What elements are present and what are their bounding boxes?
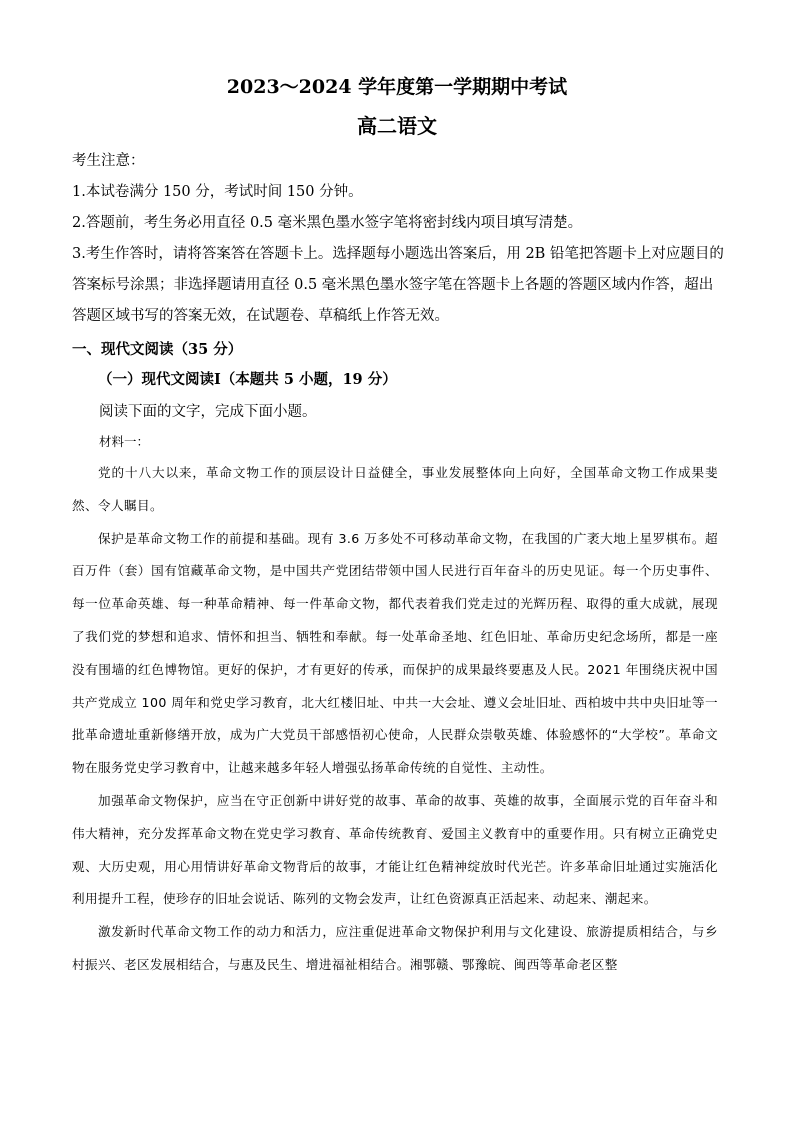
reading-passage: [72, 457, 718, 982]
passage-paragraph: 加强革命文物保护，应当在守正创新中讲好党的故事、革命的故事、英雄的故事，全面展示党的百年奋斗和伟大精神，充分发挥革命文物在党史学习教育、革命传统教育、爱国主义教育中的重要作用。只有树立正确党史观、大历史观，用心用情讲好革命文物背后的故事，才能让红色精神绽放时代光芒。许多革命旧址通过实施活化利用提升工程，使珍存的旧址会说话、陈列的文物会发声，让红色资源真正活起来、动起来、潮起来。: [72, 792, 718, 907]
reading-instruction: 阅读下面的文字，完成下面小题。: [99, 404, 317, 420]
section-title: 一、现代文阅读（35 分）: [72, 341, 243, 358]
notice-item-3: 3.考生作答时，请将答案答在答题卡上。选择题每小题选出答案后，用 2B 铅笔把答题卡上对应题目的答案标号涂黑；非选择题请用直径 0.5 毫米黑色墨水签字笔在答题卡上各题的答题区域内作答，超出答题区域书写的答案无效，在试题卷、草稿纸上作答无效。: [72, 246, 724, 324]
subject-title: 高二语文: [357, 114, 437, 138]
passage-paragraph: 激发新时代革命文物工作的动力和活力，应注重促进革命文物保护利用与文化建设、旅游提质相结合，与乡村振兴、老区发展相结合，与惠及民生、增进福祉相结合。湘鄂赣、鄂豫皖、闽西等革命老区整: [72, 924, 718, 972]
notice-item-2: 2.答题前，考生务必用直径 0.5 毫米黑色墨水签字笔将密封线内项目填写清楚。: [72, 215, 583, 231]
passage-paragraph: 党的十八大以来，革命文物工作的顶层设计日益健全，事业发展整体向上向好，全国革命文物工作成果斐然、令人瞩目。: [72, 465, 718, 513]
notice-item-1: 1.本试卷满分 150 分，考试时间 150 分钟。: [72, 184, 363, 200]
exam-title: 2023～2024 学年度第一学期期中考试: [226, 76, 568, 98]
material-label: 材料一：: [99, 434, 150, 449]
passage-paragraph: 保护是革命文物工作的前提和基础。现有 3.6 万多处不可移动革命文物，在我国的广袤大地上星罗棋布。超百万件（套）国有馆藏革命文物，是中国共产党团结带领中国人民进行百年奋斗的历史见证。每一个历史事件、每一位革命英雄、每一种革命精神、每一件革命文物，都代表着我们党走过的光辉历程、取得的重大成就，展现了我们党的梦想和追求、情怀和担当、牺牲和奉献。每一处革命圣地、红色旧址、革命历史纪念场所，都是一座没有围墙的红色博物馆。更好的保护，才有更好的传承，而保护的成果最终要惠及人民。2021 年围绕庆祝中国共产党成立 100 周年和党史学习教育，北大红楼旧址、中共一大会址、遵义会址旧址、西柏坡中共中央旧址等一批革命遗址重新修缮开放，成为广大党员干部感悟初心使命，人民群众崇敬英雄、体验感怀的“大学校”。革命文物在服务党史学习教育中，让越来越多年轻人增强弘扬革命传统的自觉性、主动性。: [72, 530, 718, 776]
section-subtitle: （一）现代文阅读Ⅰ（本题共 5 小题，19 分）: [98, 371, 397, 388]
notice-heading: 考生注意：: [72, 153, 145, 169]
